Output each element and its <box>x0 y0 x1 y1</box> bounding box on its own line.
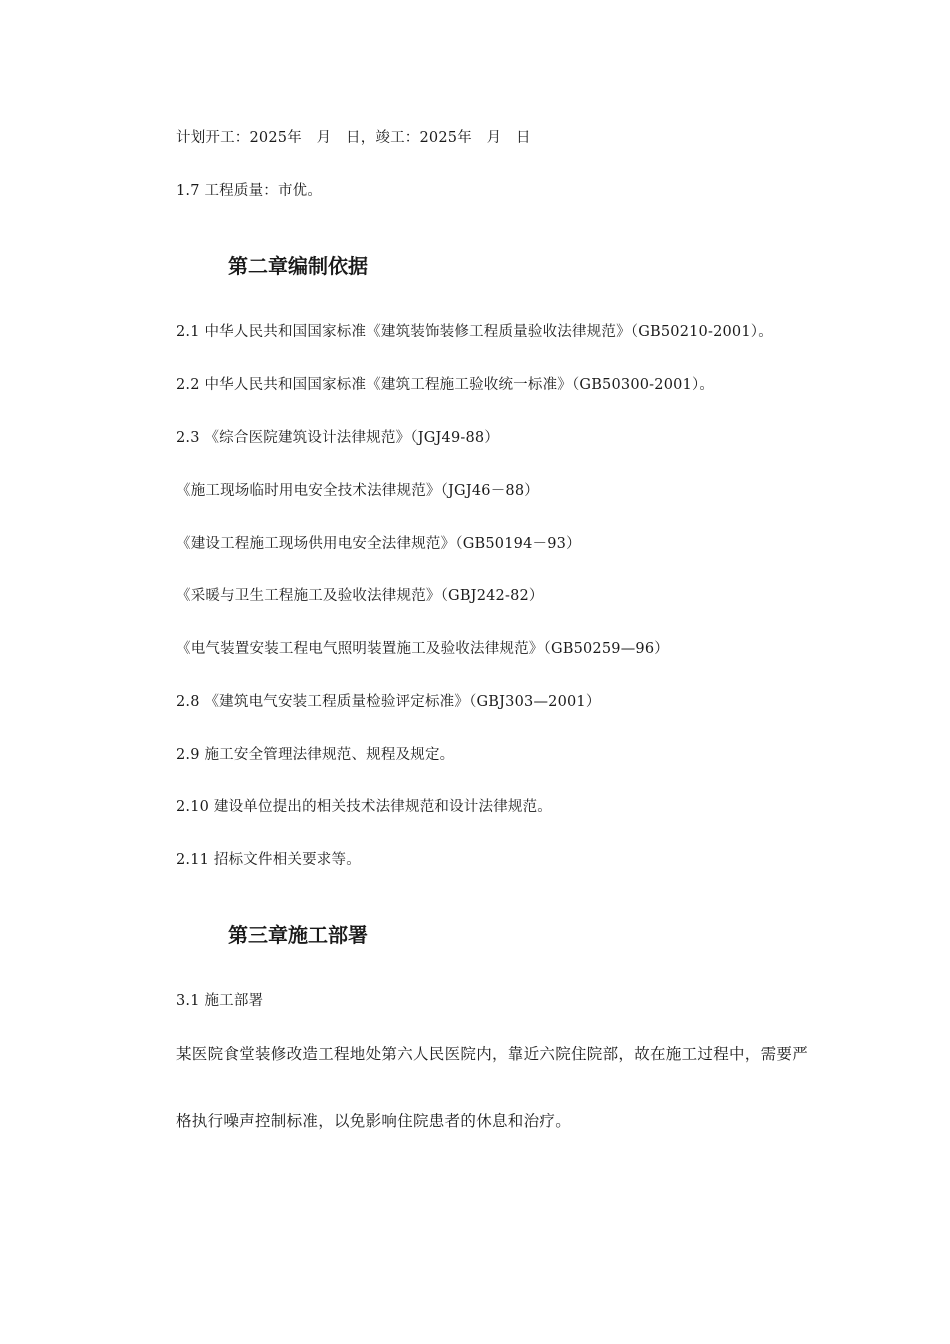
basis-item: 《施工现场临时用电安全技术法律规范》（JGJ46－88） <box>176 483 539 499</box>
schedule-line: 计划开工：2025年 月 日，竣工：2025年 月 日 <box>176 130 531 146</box>
basis-item: 2.2 中华人民共和国国家标准《建筑工程施工验收统一标准》（GB50300-2001）。 <box>176 377 715 393</box>
basis-item: 《建设工程施工现场供用电安全法律规范》（GB50194－93） <box>176 536 581 552</box>
basis-item: 2.11 招标文件相关要求等。 <box>176 852 361 868</box>
basis-item: 2.10 建设单位提出的相关技术法律规范和设计法律规范。 <box>176 799 552 815</box>
basis-item: 2.9 施工安全管理法律规范、规程及规定。 <box>176 747 455 763</box>
quality-line: 1.7 工程质量：市优。 <box>176 183 323 199</box>
section-label: 3.1 施工部署 <box>176 993 264 1009</box>
paragraph-line: 格执行噪声控制标准，以免影响住院患者的休息和治疗。 <box>176 1112 572 1130</box>
chapter-3-heading: 第三章施工部署 <box>228 923 368 947</box>
paragraph-line: 某医院食堂装修改造工程地处第六人民医院内，靠近六院住院部，故在施工过程中，需要严 <box>176 1045 809 1063</box>
basis-item: 《电气装置安装工程电气照明装置施工及验收法律规范》（GB50259—96） <box>176 641 669 657</box>
basis-item: 2.3 《综合医院建筑设计法律规范》（JGJ49-88） <box>176 430 500 446</box>
basis-item: 2.1 中华人民共和国国家标准《建筑装饰装修工程质量验收法律规范》（GB50210-2001）。 <box>176 324 773 340</box>
chapter-2-heading: 第二章编制依据 <box>228 254 368 278</box>
basis-item: 《采暖与卫生工程施工及验收法律规范》（GBJ242-82） <box>176 588 544 604</box>
basis-item: 2.8 《建筑电气安装工程质量检验评定标准》（GBJ303—2001） <box>176 694 601 710</box>
